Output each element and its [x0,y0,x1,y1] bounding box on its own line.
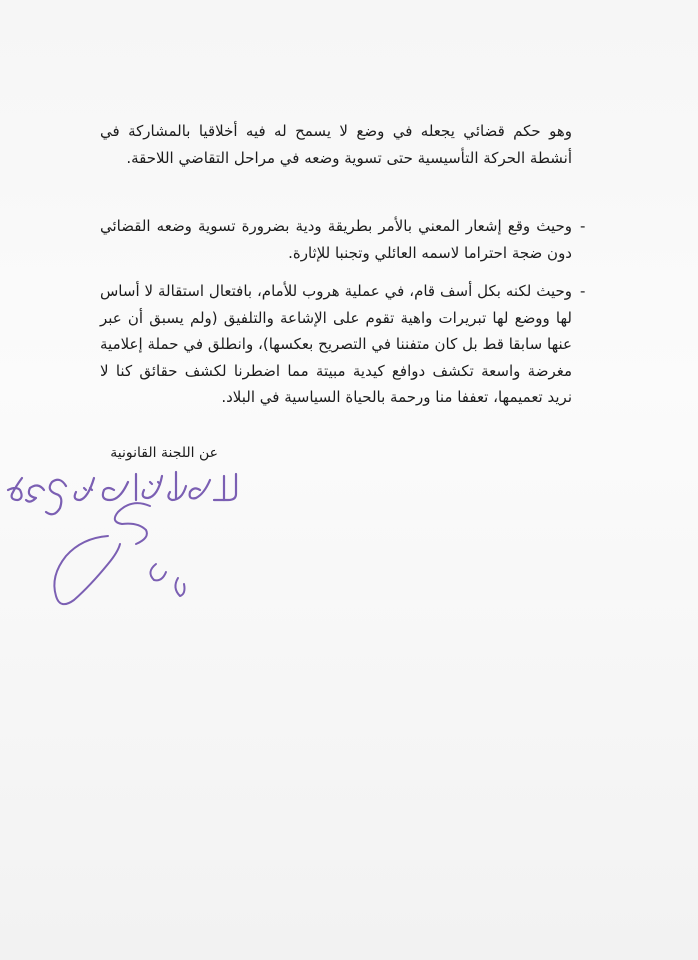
paragraph-3: وحيث لكنه بكل أسف قام، في عملية هروب للأمام، بافتعال استقالة لا أساس لها ووضع لها تبريرات واهية تقوم على الإشاعة والتلفيق (ولم يسبق أن عبر عنها سابقا قط بل كان متفننا في التصريح بعكسها)، وانطلق في حملة إعلامية مغرضة واسعة تكشف دوافع كيدية مبيتة مما اضطرنا لكشف حقائق كنا لا نريد تعميمها، تعففا منا ورحمة بالحياة السياسية في البلاد. [100,282,572,406]
handwritten-signature [0,460,260,630]
bullet-2: - [580,217,586,235]
paragraph-1: وهو حكم قضائي يجعله في وضع لا يسمح له فيه أخلاقيا بالمشاركة في أنشطة الحركة التأسيسية حتى تسوية وضعه في مراحل التقاضي اللاحقة. [100,122,572,167]
paragraph-2: وحيث وقع إشعار المعني بالأمر بطريقة ودية بضرورة تسوية وضعه القضائي دون ضجة احتراما لاسمه العائلي وتجنبا للإثارة. [100,217,572,262]
signer-committee: عن اللجنة القانونية [110,445,218,461]
bullet-3: - [580,282,586,300]
